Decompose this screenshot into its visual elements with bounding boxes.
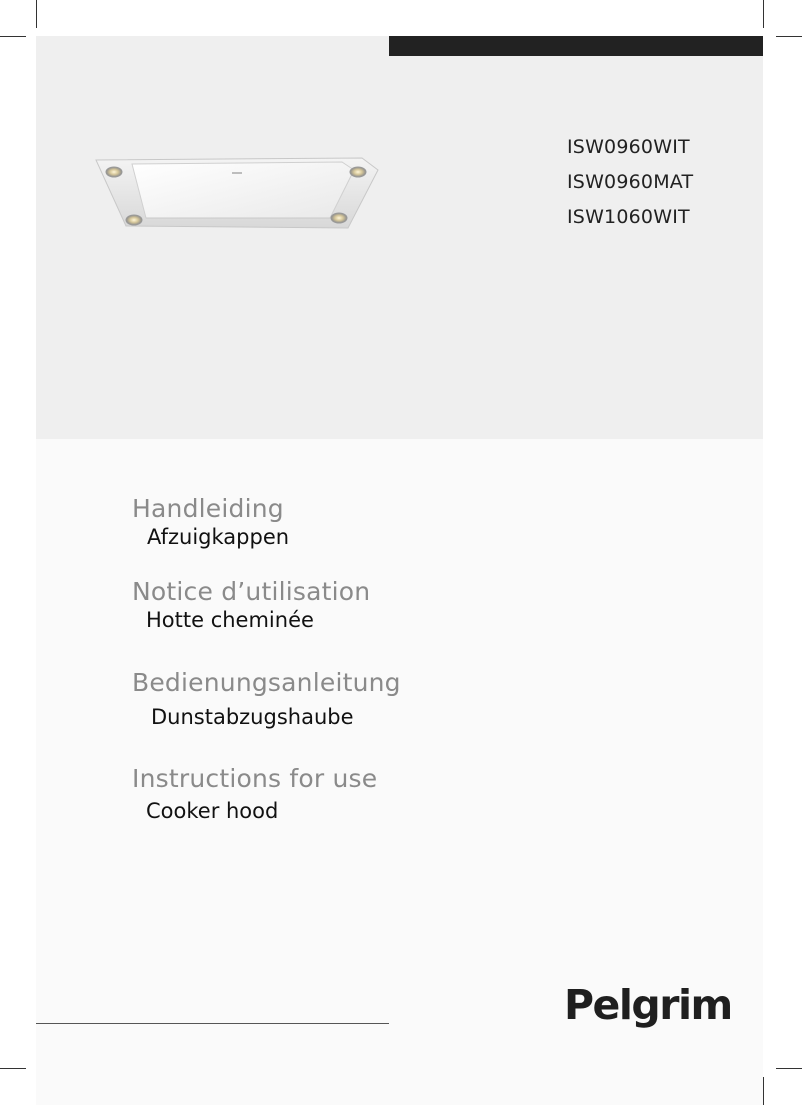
model-number: ISW0960WIT [567, 136, 690, 158]
crop-mark [0, 1068, 26, 1069]
brand-logo: Pelgrim [564, 981, 732, 1029]
crop-mark [763, 0, 764, 28]
model-list [567, 130, 693, 235]
manual-entry-nl [132, 492, 289, 550]
manual-subtitle: Cooker hood [146, 799, 279, 823]
manual-subtitle: Dunstabzugshaube [151, 705, 354, 729]
manual-entry-fr [132, 575, 370, 633]
crop-mark [36, 0, 37, 28]
crop-mark [776, 36, 802, 37]
cooker-hood-image [92, 148, 382, 238]
hero-accent-bar [389, 36, 763, 56]
manual-subtitle: Hotte cheminée [146, 608, 314, 632]
manual-subtitle: Afzuigkappen [147, 525, 290, 549]
manual-entry-en [132, 762, 377, 824]
manual-title: Notice d’utilisation [132, 577, 371, 606]
manual-title: Bedienungsanleitung [132, 668, 401, 697]
model-number: ISW0960MAT [567, 171, 694, 193]
manual-title: Instructions for use [132, 764, 378, 793]
footer-divider [36, 1023, 389, 1024]
crop-mark [763, 1077, 764, 1105]
model-number: ISW1060WIT [567, 206, 690, 228]
manual-title: Handleiding [132, 494, 284, 523]
crop-mark [0, 36, 26, 37]
crop-mark [776, 1068, 802, 1069]
manual-entry-de [132, 666, 401, 730]
